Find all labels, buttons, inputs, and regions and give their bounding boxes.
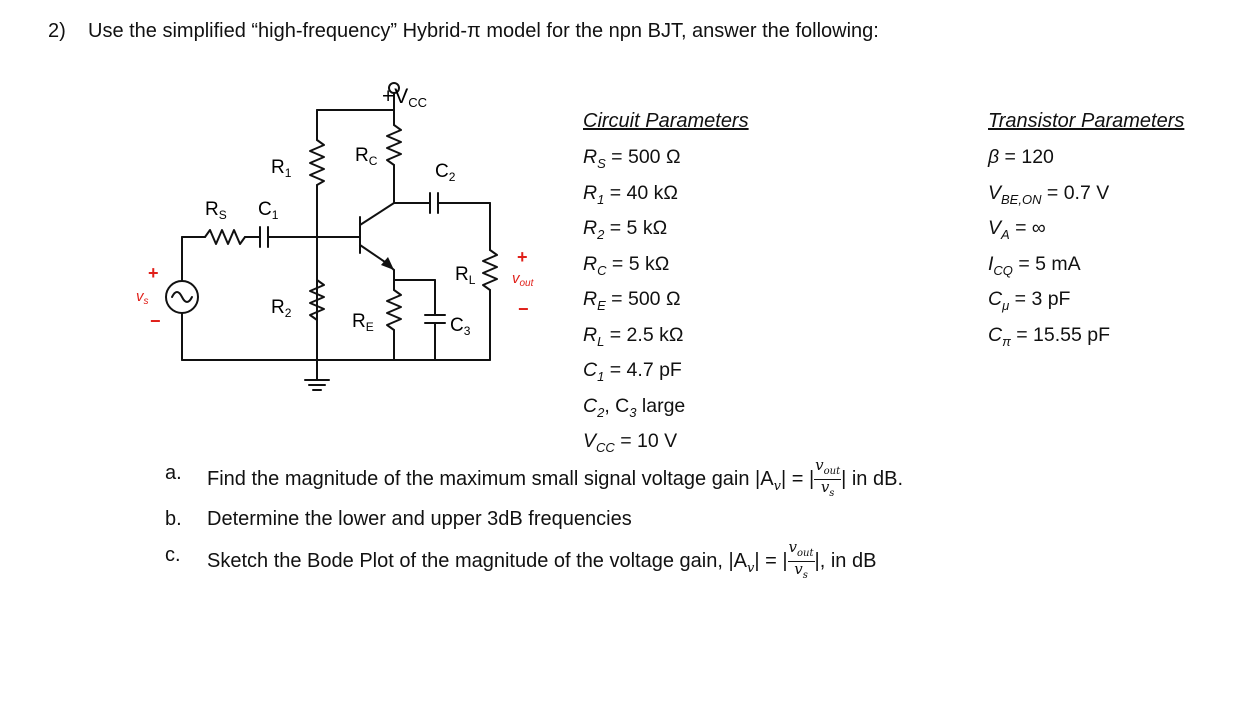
transistor-param-row: $C_\pi = 15.55$ pF xyxy=(988,323,1111,349)
circuit-param-row: $C_2$, $C_3$ large xyxy=(583,394,686,420)
svg-text:vout: $v_{out}$ xyxy=(512,270,534,289)
resistor-re xyxy=(387,290,401,330)
re-label: R xyxy=(352,311,366,332)
task-text: Sketch the Bode Plot of the magnitude of the voltage gain, $|A_v|$ = | $\frac{v_{out}}{v_s}$ |, in dB xyxy=(207,538,877,581)
gain-fraction: $\frac{v_{out}}{v_s}$ xyxy=(788,538,814,581)
resistor-rl xyxy=(483,250,497,290)
vs-label: v xyxy=(136,288,144,305)
transistor-param-row: β = 120 xyxy=(988,146,1054,168)
c2-label: C xyxy=(435,161,449,182)
vs-plus: + xyxy=(148,263,159,283)
circuit-param-row: $R_E = 500$ Ω xyxy=(583,288,681,313)
circuit-parameters-heading: Circuit Parameters xyxy=(583,110,749,132)
vs-minus: − xyxy=(150,311,161,331)
task-letter: c. xyxy=(165,544,181,566)
transistor-param-row: $C_\mu = 3$ pF xyxy=(988,288,1071,313)
question-text: Use the simplified “high-frequency” Hybrid-π model for the npn BJT, answer the following: xyxy=(88,20,879,42)
vout-minus: − xyxy=(518,299,529,319)
rl-label: R xyxy=(455,264,469,285)
svg-text:RC: $R_C$ xyxy=(355,145,378,168)
r2-label: R xyxy=(271,297,285,318)
c3-label: C xyxy=(450,315,464,336)
circuit-param-row: $R_C = 5$ kΩ xyxy=(583,252,670,278)
svg-text:C1: $C_1$ xyxy=(258,199,279,222)
transistor-param-row: $V_{BE,ON} = 0.7$ V xyxy=(988,181,1110,207)
svg-text:RL: $R_L$ xyxy=(455,264,476,287)
svg-text:RE: $R_E$ xyxy=(352,311,374,334)
vcc-label: +V xyxy=(382,85,409,108)
transistor-param-row: $I_{CQ} = 5$ mA xyxy=(988,252,1081,278)
svg-text:C3: $C_3$ xyxy=(450,315,471,338)
task-text: Find the magnitude of the maximum small signal voltage gain $|A_v|$ = | $\frac{v_{out}}{v_s}$ | in dB. xyxy=(207,456,904,499)
resistor-r1 xyxy=(310,140,324,185)
c1-label: C xyxy=(258,199,272,220)
circuit-param-row: $R_1 = 40$ kΩ xyxy=(583,181,678,207)
svg-text:+VCC: +VCC xyxy=(382,85,428,110)
gain-fraction: $\frac{v_{out}}{v_s}$ xyxy=(815,456,841,499)
bjt-emitter-lead xyxy=(360,245,385,262)
transistor-parameters-heading: Transistor Parameters xyxy=(988,110,1185,132)
r1-label: R xyxy=(271,157,285,178)
task-letter: a. xyxy=(165,462,182,484)
circuit-schematic xyxy=(130,75,550,405)
svg-text:R2: $R_2$ xyxy=(271,297,292,320)
question-number: 2) xyxy=(48,20,66,42)
transistor-param-row: $V_A$ = ∞ xyxy=(988,217,1046,242)
resistor-rc xyxy=(387,125,401,165)
vout-label: v xyxy=(512,270,520,287)
task-text: Determine the lower and upper 3dB frequencies xyxy=(207,508,632,530)
svg-text:R1: $R_1$ xyxy=(271,157,292,180)
rs-label: R xyxy=(205,199,219,220)
vout-plus: + xyxy=(517,247,528,267)
svg-text:vs: $v_s$ xyxy=(136,288,149,307)
circuit-param-row: $R_S = 500$ Ω xyxy=(583,146,681,171)
circuit-param-row: $C_1 = 4.7$ pF xyxy=(583,359,682,384)
rc-label: R xyxy=(355,145,369,166)
svg-text:RS: $R_S$ xyxy=(205,199,227,222)
task-letter: b. xyxy=(165,508,182,530)
svg-text:C2: $C_2$ xyxy=(435,161,456,184)
circuit-param-row: $V_{CC} = 10$ V xyxy=(583,430,678,455)
circuit-param-row: $R_L = 2.5$ kΩ xyxy=(583,323,684,349)
circuit-param-row: $R_2 = 5$ kΩ xyxy=(583,217,668,242)
resistor-rs xyxy=(205,230,245,244)
